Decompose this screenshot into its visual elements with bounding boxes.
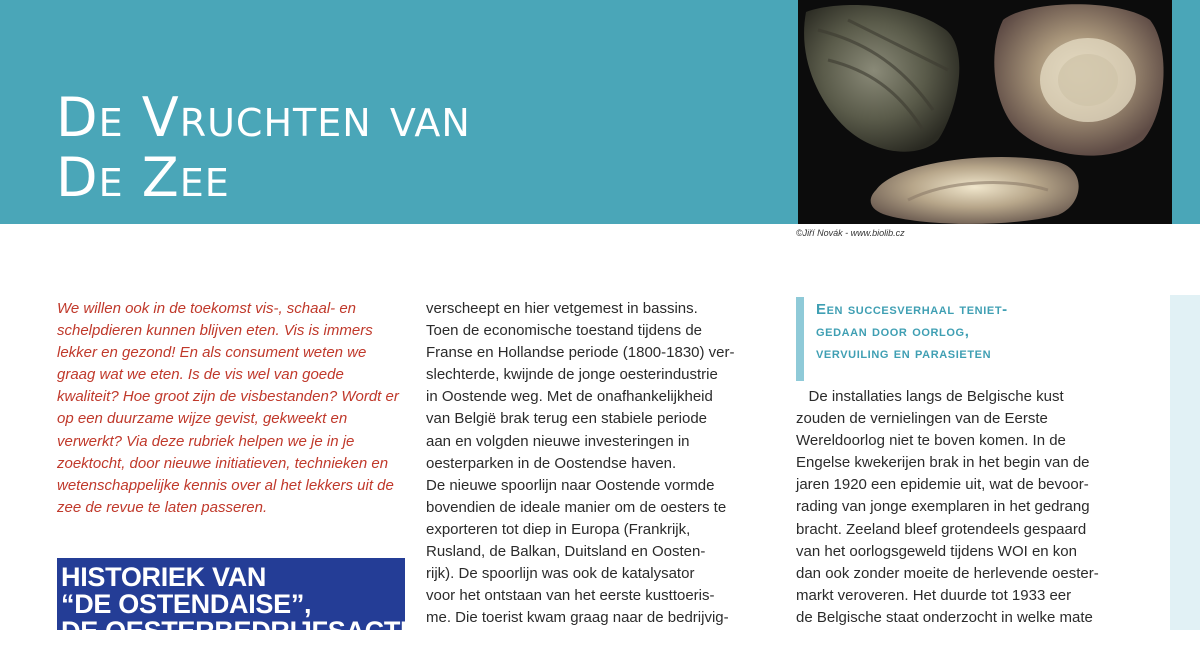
body-line: de Belgische staat onderzocht in welke mate [796,608,1093,626]
section-title-line-2: “DE OSTENDAISE”, [61,589,312,619]
body-line: exporteren tot diep in Europa (Frankrijk, [426,520,691,538]
subheading-accent-bar [796,297,804,381]
body-line: zouden de vernielingen van de Eerste [796,410,1048,428]
section-title-line-3: DE OESTERBEDRIJFSACTIVITEIT [61,616,490,646]
body-line: Wereldoorlog niet te boven komen. In de [796,432,1066,450]
body-line: De nieuwe spoorlijn naar Oostende vormde [426,476,715,494]
section-heading-box [57,558,490,646]
section-title-line-1: HISTORIEK VAN [61,562,267,592]
subheading-line-2: gedaan door oorlog, [816,323,970,340]
section-title [57,558,490,646]
page-title [56,88,471,208]
subheading-line-3: vervuiling en parasieten [816,345,992,362]
body-line: dan ook zonder moeite de herlevende oester- [796,564,1099,582]
body-line: rijk). De spoorlijn was ook de katalysator [426,565,695,583]
body-line: Toen de economische toestand tijdens de [426,322,703,340]
body-line: van het oorlogsgeweld tijdens WOI en kon [796,542,1077,560]
title-line-1: De Vruchten van [56,86,471,149]
body-line: in Oostende weg. Met de onafhankelijkheid [426,388,713,406]
body-line: oesterparken in de Oostendse haven. [426,454,677,472]
body-line: Rusland, de Balkan, Duitsland en Oosten- [426,543,706,561]
oyster-photo [798,0,1172,224]
body-line: De installaties langs de Belgische kust [796,388,1064,405]
body-line: bovendien de ideale manier om de oesters te [426,498,727,516]
subheading-line-1: Een succesverhaal teniet- [816,301,1008,318]
body-line: rading van jonge exemplaren in het gedrang [796,498,1090,516]
body-line: markt veroveren. Het duurde tot 1933 eer [796,586,1072,604]
body-line: van België brak terug een stabiele periode [426,410,708,428]
intro-text: We willen ook in de toekomst vis-, schaal- en schelpdieren kunnen blijven eten. Vis is immers lekker en gezond! En als consument weten we graag wat we eten. Is de vis wel van goede kwaliteit? Hoe groot zijn de visbestanden? Wordt er op een duurzame wijze gevist, gekweekt en verwerkt? Via deze rubriek helpen we je in je zoektocht, door nieuwe initiatieven, technieken en wetenschappelijke kennis over al het lekkers uit de zee de revue te laten passeren. [57,300,399,516]
body-line: bracht. Zeeland bleef grotendeels gespaard [796,520,1087,538]
column-3-body [796,386,1166,629]
body-line: Franse en Hollandse periode (1800-1830) ver- [426,344,735,362]
body-line: voor het ontstaan van het eerste kusttoeris- [426,587,715,605]
body-line: me. Die toerist kwam graag naar de bedrijvig- [426,609,729,627]
subheading [796,297,1156,365]
body-line: aan en volgden nieuwe investeringen in [426,432,690,450]
body-line: slechterde, kwijnde de jonge oesterindustrie [426,366,718,384]
edge-strip [1170,295,1200,630]
column-2-body [426,298,781,629]
body-line: Engelse kwekerijen brak in het begin van de [796,454,1090,472]
subheading-block [796,297,1156,365]
title-line-2: De Zee [56,146,230,209]
body-line: jaren 1920 een epidemie uit, wat de bevoor- [796,476,1089,494]
photo-credit: ©Jiří Novák - www.biolib.cz [796,228,905,238]
body-line: verscheept en hier vetgemest in bassins. [426,300,698,317]
